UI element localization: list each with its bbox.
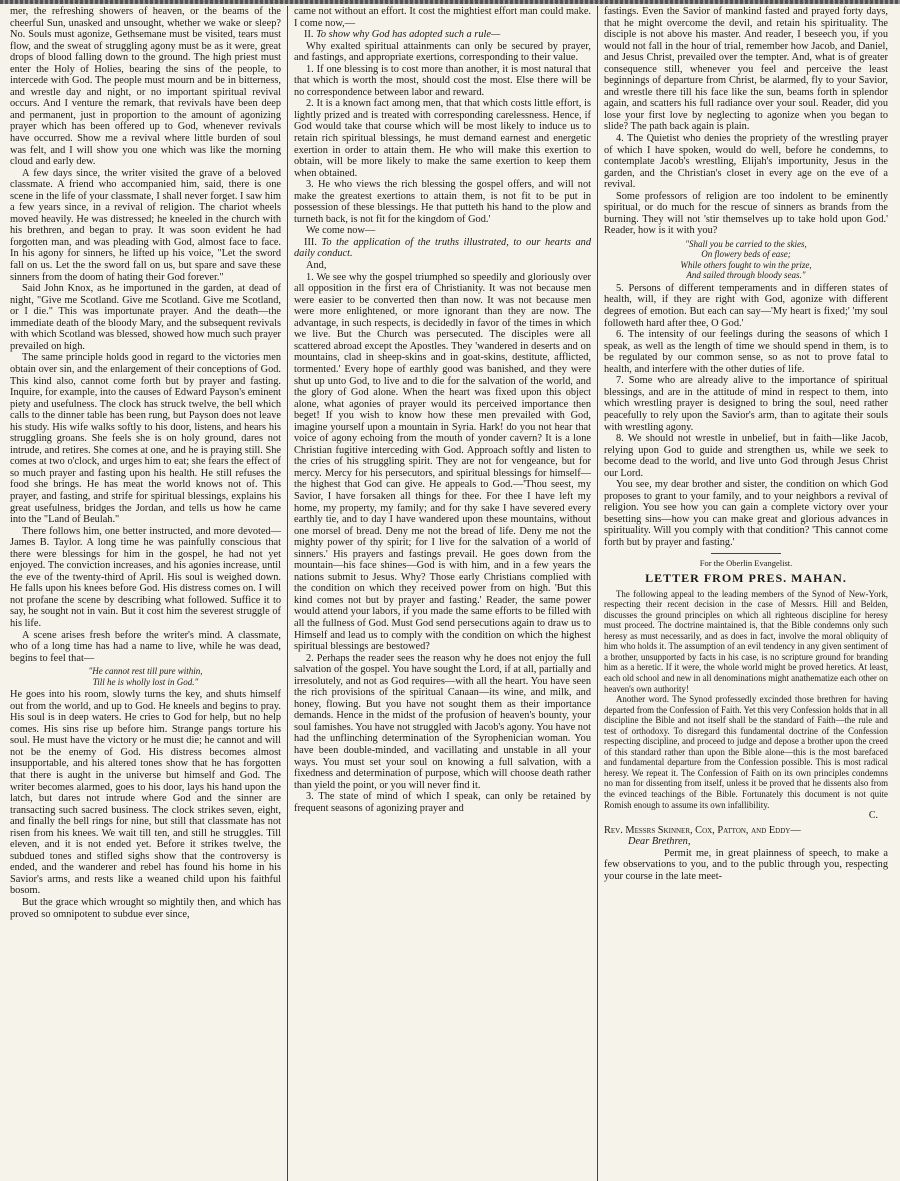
paragraph: 2. It is a known fact among men, that that which costs little effort, is lightly prized and is treated with corresponding carelessness. Hence, if God would take that course which will be most likely to induce us to retain rich spiritual blessings, he must demand earnest and energetic exertion in order to attain them. He who will make this exertion to obtain, will be more likely to make the same exertion to keep them when obtained. <box>294 98 591 179</box>
article-headline: LETTER FROM PRES. MAHAN. <box>645 571 847 586</box>
divider <box>711 553 781 554</box>
column-3 <box>598 6 894 1181</box>
verse-line: "Shall you be carried to the skies, <box>685 238 807 249</box>
intro-paragraph: The following appeal to the leading members of the Synod of New-York, respecting their recent decision in the case of Messrs. Hill and Belden, discusses the ground principles on which all righteous discipline for heresy must proceed. The doctrine maintained is, that the Bible condemns only such heresy as must necessarily, and as does in fact, involve the moral obliquity of him who holds it. The assumption of an evil tendency in any given sentiment of a brother, unsupported by facts in his case, is no scripture ground for branding him as a heretic. If it were, the whole world might be proved heretics. At least, each old school and new in all denominations might anathematize each other on heaven's own authority! <box>604 588 888 694</box>
paragraph: 1. If one blessing is to cost more than another, it is most natural that that which is worth the most, should cost the most. Else there will be no correspondence between labor and reward. <box>294 63 591 98</box>
paragraph: You see, my dear brother and sister, the condition on which God proposes to grant to your family, and to your neighbors a revival of religion. You see how you can gain a complete victory over your besetting sins—how you can make great and glorious advances in spirituality. Will you comply with that condition? 'This cannot come forth but by prayer and fasting.' <box>604 479 888 548</box>
paragraph: mer, the refreshing showers of heaven, or the beams of the cheerful Sun, unasked and unsought, whether we wake or sleep? No. Souls must agonize, Gethsemane must be visited, tears must flow, and the sweat of struggling agony must be as it were, great drops of blood falling down to the ground. The high priest must enter the Holy of Holies, bearing the sins of the people, to intercede with God. The people must mourn and be in bitterness, and wrestle day and night, or no important spiritual revival occurs. And I venture the remark, that revivals have been deep and permanent, just in proportion to the amount of agonizing prayer which has been offered up to God, whenever revivals have occurred. Show me a revival where little burden of soul was felt, and I will show you one which was like the morning cloud and early dew. <box>10 6 281 168</box>
letter-address: Rev. Messrs Skinner, Cox, Patton, and Eddy— <box>604 824 801 836</box>
verse-quote <box>10 666 281 687</box>
paragraph: 4. The Quietist who denies the propriety of the wrestling prayer of which I have spoken, would do well, before he condemns, to contemplate Jacob's wrestling, Elijah's importunity, Jesus in the garden, and the Christian's closet in every age on the eve of a revival. <box>604 133 888 191</box>
paragraph: 1. We see why the gospel triumphed so speedily and gloriously over all opposition in the first era of Christianity. It was not because men were easier to be converted then than now. It was not because men were more enlightened, or more ignorant than they are now. The advantage, in such respects, is decidedly in favor of the times in which we live. But the Church was persecuted. The disciples were all scattered abroad except the Apostles. They 'wandered in deserts and on mountains, clad in sheep-skins and in goat-skins, destitute, afflicted, tormented.' Every hope of earthly good was banished, and they were shut up unto God, to live and to die for the salvation of the world, and the glory of God alone. When the heart was fixed upon this object alone, what agonies of prayer would its perceived importance then beget! If you wish to know how these men prevailed with God, imagine yourself upon a mountain in Syria. Hark! do you not hear that voice of agony echoing from the mouth of yonder cavern? It is a lone Christian fugitive interceding with God. Approach softly and listen to the cries of his struggling spirit. They are not for vengeance, but for mercy. Mercy for his persecutors, and spiritual blessings for himself—the highest that God can give. He appeals to God.—'Thou seest, my Savior, I have forsaken all things for thee. For thee I have left my home, my property, my family; and for thy sake I have severed every earthly tie, and to day I have wandered upon these mountains, without one morsel of bread. Deny me not the bread of life. Deny me not the mighty power of thy spirit; for I live for the salvation of a world of sinners.' His prayers and fastings prevail. He goes down from the mountain—his face shines—God is with him, and in a few years the nations submit to Jesus. Why? Those early Christians complied with the condition on which they received power from on high. 'But this kind comes not but by prayer and fasting.' Reader, the same power would attend your labors, if you made the same efforts to be filled with all the fullness of God. Must God send persecutions again to draw us to Himself and lead us to comply with the condition on which the highest spiritual blessings are bestowed? <box>294 271 591 653</box>
verse-line: On flowery beds of ease; <box>701 249 791 260</box>
paragraph: came not without an effort. It cost the mightiest effort man could make. I come now,— <box>294 6 591 29</box>
section-heading-2 <box>294 29 591 41</box>
paragraph: And, <box>306 260 327 272</box>
paragraph: 7. Some who are already alive to the importance of spiritual blessings, and are in the attitude of mind in respect to them, into which wrestling prayer is designed to bring the soul, need rather peacefully to rely upon the Savior's arm, than to agitate their souls with wrestling agony. <box>604 375 888 433</box>
section-number: II. <box>304 29 314 41</box>
paragraph: He goes into his room, slowly turns the key, and shuts himself out from the world, and up to God. He kneels and begins to pray. His soul is in deep waters. He cries to God for help, but no help comes. His sins rise up before him. Strange pangs torture his soul. He must have the victory or he must die; he cannot and will not be the enemy of God. His distress becomes almost insupportable, and his altered tones show that he has forgotten that there is aught in the universe but himself and God. The writer becomes alarmed, goes to his door, lays his hand upon the latch, but dares not intrude where God and the sinner are transacting such sacred business. The clock strikes seven, eight, and finally the bell rings for nine, but still that classmate has not risen from his knees. We wait till ten, and still he struggles. Till eleven, and it is not ended yet. Before it strikes twelve, the subdued tones and stifled sighs show that the controversy is ended, and the wanderer and rebel has found his home in his Savior's arms, and rests like a weaned child upon his faithful bosom. <box>10 689 281 897</box>
letter-salutation: Dear Brethren, <box>628 836 691 848</box>
signature: C. <box>868 810 878 822</box>
column-2 <box>287 6 598 1181</box>
section-title: To show why God has adopted such a rule— <box>316 29 501 41</box>
article-credit: For the Oberlin Evangelist. <box>699 557 793 568</box>
paragraph: fastings. Even the Savior of mankind fasted and prayed forty days, that he might overcome the devil, and retain his spirituality. The disciple is not above his master. And reader, I beseech you, if you would not fall in the hour of trial, remember how Jacob, and Daniel, and Jesus Christ, prevailed over the tempter. And, what is of greater consequence still, whenever you feel and perceive the least beginnings of departure from Christ, be alarmed, fly to your Savior, and wrestle there till his face like the sun, beams forth in splendor again, and scatters his full radiance over your soul. Reader, did you lose your first love by neglecting to agonize when you began to slide? The path back again is plain. <box>604 6 888 133</box>
paragraph: 3. The state of mind of which I speak, can only be retained by frequent seasons of agonizing prayer and <box>294 791 591 814</box>
paragraph: 3. He who views the rich blessing the gospel offers, and will not make the greatest exertions to attain them, is not fit to be put in possession of these blessings. He that putteth his hand to the plow and turneth back, is not fit for the kingdom of God.' <box>294 179 591 225</box>
verse-line: And sailed through bloody seas." <box>686 270 806 281</box>
section-heading-3 <box>294 237 591 260</box>
paragraph: There follows him, one better instructed, and more devoted—James B. Taylor. A long time he was painfully conscious that there were blessings for him in the gospel, he had not yet enjoyed. The conviction increases, and his agonies increase, until the eve of the twenty-third of April. His soul is weighed down. He falls upon his knees before God. His distress comes on. I will not profane the scene by describing what followed. Suffice it to say, he sought not in vain. But it cost him the severest struggle of his life. <box>10 525 281 629</box>
paragraph: But the grace which wrought so mightily then, and which has proved so omnipotent to subdue ever since, <box>10 897 281 920</box>
paragraph: Said John Knox, as he importuned in the garden, at dead of night, "Give me Scotland. Give me Scotland. Give me Scotland, or I die." This was importunate prayer. And the death—the immediate death of the bloody Mary, and the subsequent revivals with which Scotland was blessed, showed how much such prayer prevailed on high. <box>10 283 281 352</box>
verse-quote <box>604 239 888 281</box>
column-1 <box>4 6 287 1181</box>
verse-line: While others fought to win the prize, <box>680 259 812 270</box>
section-number: III. <box>304 236 317 248</box>
paragraph: 8. We should not wrestle in unbelief, but in faith—like Jacob, relying upon God to guide and strengthen us, while we seek to become dead to the world, and live unto God through Jesus Christ our Lord. <box>604 433 888 479</box>
verse-line: "He cannot rest till pure within, <box>88 666 203 677</box>
paragraph: The same principle holds good in regard to the victories men obtain over sin, and the enlargement of their conceptions of God. This kind also, cannot come forth but by prayer and fasting. Inquire, for example, into the causes of Edward Payson's eminent piety and usefulness. The clock has struck twelve, the bell which calls to the dinner table has been rung, but Payson does not leave his study. His wife walks softly to his door, listens, and hears his struggling groans. She feels she is on holy ground, dares not intrude, and retires. She comes at one, and he is praying still. She comes at two o'clock, and urges him to eat; she fears the effect of so much prayer and fasting upon his health. He still refuses the food she brings. He has meat the world knows not of. This prayer, and fasting, and strife for spiritual blessings, explains his great usefulness, bridges the Jordan, and tells us how he came into the "Land of Beulah." <box>10 352 282 526</box>
verse-line: Till he is wholly lost in God." <box>92 676 199 687</box>
paragraph: Why exalted spiritual attainments can only be secured by prayer, and fastings, and appropriate exertions, corresponding to their value. <box>294 40 591 64</box>
paragraph: Some professors of religion are too indolent to be eminently spiritual, or do much for the rescue of sinners as brands from the burning. They will not 'stir themselves up to take hold upon God.' Reader, how is it with you? <box>604 190 888 237</box>
paragraph: 6. The intensity of our feelings during the seasons of which I speak, as well as the length of time we should spend in them, is to be regulated by our common sense, so as not to prove fatal to health, and interfere with the other duties of life. <box>604 329 888 375</box>
paragraph: We come now— <box>306 225 376 237</box>
paragraph: Permit me, in great plainness of speech, to make a few observations to you, and to the public through you, respecting your course in the late meet- <box>604 847 888 882</box>
paragraph: 5. Persons of different temperaments and in differen states of health, will, if they are right with God, agonize with different degrees of emotion. But each can say—'My heart is fixed;' 'my soul followeth hard after thee, O God.' <box>604 282 888 329</box>
columns <box>4 6 896 1181</box>
section-title: To the application of the truths illustrated, to our hearts and daily conduct. <box>294 236 591 260</box>
paragraph: A few days since, the writer visited the grave of a beloved classmate. A friend who accompanied him, said, there is one scene in the life of your classmate, I shall never forget. I saw him a few years since, in a revival of religion. The chariot wheels moved heavily. He was distressed; he kneeled in the church with his brethren, and began to pray. It was soon evident he had forgotten man, and was pleading with God, almost face to face. In his agony for sinners, he lifted up his voice, "Let the sword fall on us. Let the the sword fall on us, but spare and save these sinners from the doom of hating their God forever." <box>10 167 281 283</box>
paragraph: A scene arises fresh before the writer's mind. A classmate, who of a long time has had a name to live, while he was dead, begins to feel that— <box>10 629 281 664</box>
intro-paragraph: Another word. The Synod professedly excinded those brethren for having departed from the Confession of Faith. Yet this very Confession holds that in all discipline the Bible and not itself shall be the standard of Faith—the rule and test of orthodoxy. To disregard this fundamental doctrine of the Confession respecting discipline, and proceed to judge and depose a brother upon the creed of this standard rather than upon the Bible alone—this is the most barefaced and fundamental departure from the Confession possible. This is most radical heresy. We repeat it. The Confession of Faith on its own principles condemns no man for dissenting from itself, unless it be proved that he dissents also from the evinced teachings of the Bible. Fortunately this document is not quite Romish enough to assume its own infallibility. <box>604 694 888 810</box>
paragraph: 2. Perhaps the reader sees the reason why he does not enjoy the full salvation of the gospel. You have sought the Lord, if at all, partially and irresolutely, and not as God requires—with all the heart. You have seen the rich provisions of the spiritual Canaan—its wine, and milk, and honey, flowing. But you have not sought them as their importance demands. Hence in the midst of the profusion of heaven's bounty, your soul famishes. You have not struggled with Jacob's agony. You have not had the unflinching determination of the Syrophenician woman. You have been double-minded, and vacillating and unstable in all your ways. You must set your soul on knowing a full salvation, with a fixedness and determination of purpose, which will choose death rather than yield the point, or you will never find it. <box>294 652 591 791</box>
top-rule <box>0 0 900 4</box>
